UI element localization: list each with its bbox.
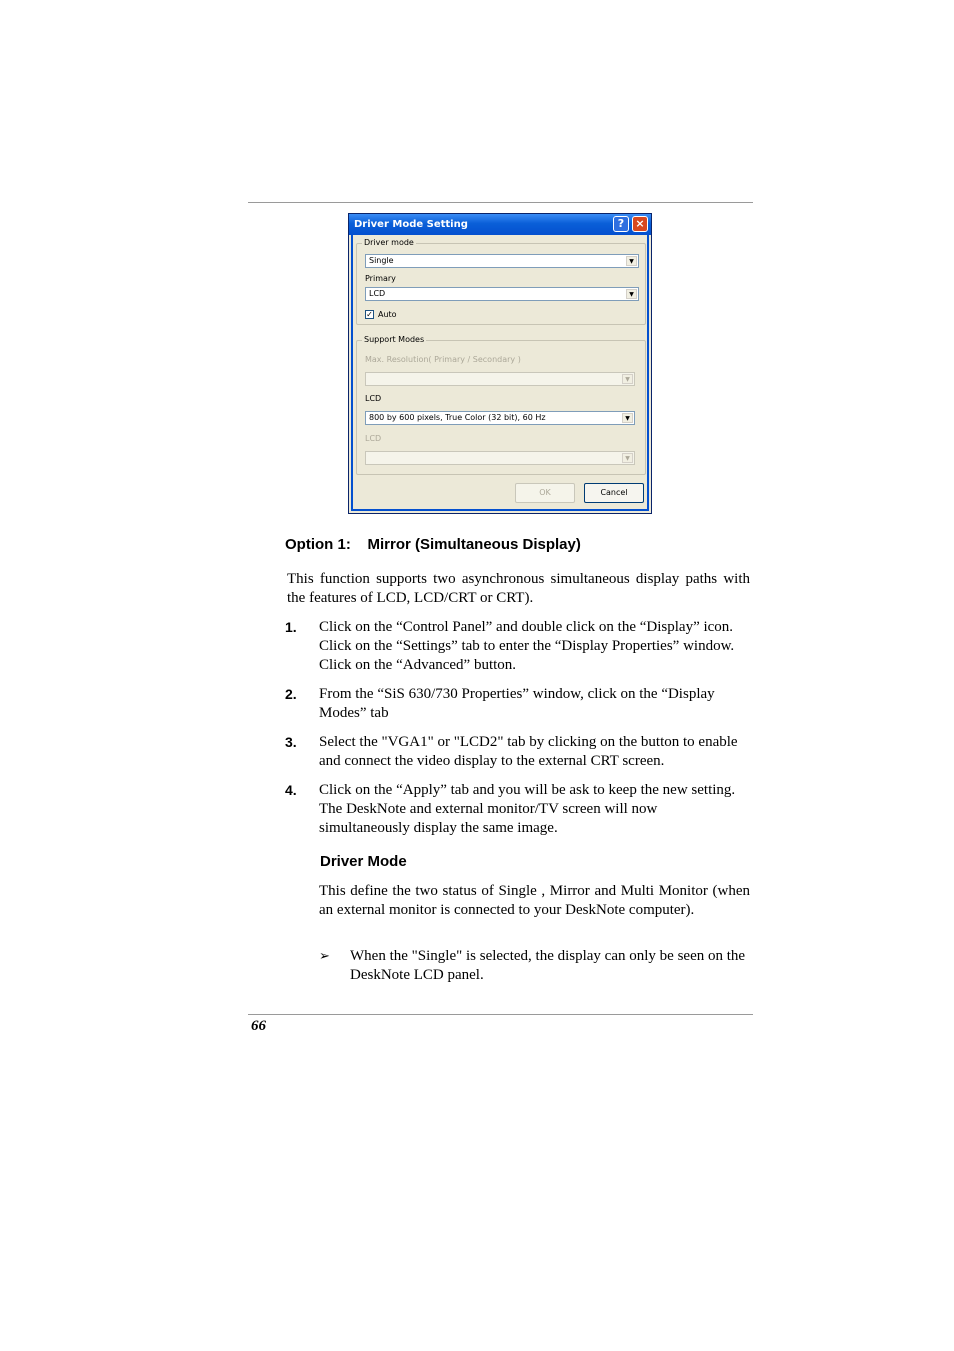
ok-button[interactable]: OK	[515, 483, 575, 503]
chevron-down-icon: ▼	[622, 374, 633, 384]
step-text: From the “SiS 630/730 Properties” window, click on the “Display Modes” tab	[319, 686, 715, 721]
auto-checkbox[interactable]: ✓	[366, 310, 373, 319]
primary-label: Primary	[365, 274, 396, 283]
driver-mode-select[interactable]	[365, 254, 639, 268]
step-text: Click on the “Control Panel” and double click on the “Display” icon. Click on the “Settings” tab to enter the “Display Properties” window. Click on the “Advanced” button.	[319, 619, 735, 673]
primary-value: LCD	[369, 289, 386, 298]
lcd2-resolution-select	[365, 451, 635, 465]
step-number: 2.	[285, 686, 297, 702]
page-number: 66	[251, 1018, 266, 1034]
dialog-titlebar	[349, 214, 651, 235]
arrow-bullet-icon: ➢	[319, 948, 330, 963]
step-number: 3.	[285, 734, 297, 750]
footer-rule	[248, 1014, 753, 1015]
chevron-down-icon: ▼	[622, 453, 633, 463]
lcd-resolution-select[interactable]	[365, 411, 635, 425]
driver-mode-heading: Driver Mode	[320, 853, 407, 870]
driver-mode-value: Single	[369, 256, 394, 265]
driver-mode-legend: Driver mode	[364, 238, 414, 247]
header-rule	[248, 202, 753, 203]
chevron-down-icon[interactable]: ▼	[622, 413, 633, 423]
intro-paragraph: This function supports two asynchronous simultaneous display paths with the features of LCD, LCD/CRT or CRT).	[287, 571, 750, 606]
dialog-title: Driver Mode Setting	[354, 219, 468, 230]
support-modes-group	[356, 335, 646, 475]
lcd-label: LCD	[365, 394, 382, 403]
chevron-down-icon[interactable]: ▼	[626, 256, 637, 266]
max-resolution-label: Max. Resolution( Primary / Secondary )	[365, 355, 521, 364]
lcd2-label: LCD	[365, 434, 382, 443]
step-text: Select the "VGA1" or "LCD2" tab by clicking on the button to enable and connect the video display to the external CRT screen.	[319, 734, 738, 769]
step-text: Click on the “Apply” tab and you will be ask to keep the new setting. The DeskNote and external monitor/TV screen will now simultaneously display the same image.	[319, 782, 736, 836]
lcd-resolution-value: 800 by 600 pixels, True Color (32 bit), 60 Hz	[369, 413, 546, 422]
driver-mode-group	[356, 238, 646, 325]
auto-label: Auto	[378, 310, 397, 319]
chevron-down-icon[interactable]: ▼	[626, 289, 637, 299]
support-modes-legend: Support Modes	[364, 335, 425, 344]
step-number: 1.	[285, 619, 297, 635]
driver-mode-paragraph: This define the two status of Single , Mirror and Multi Monitor (when an external monitor is connected to your DeskNote computer).	[319, 883, 750, 918]
cancel-button[interactable]: Cancel	[584, 483, 644, 503]
option-heading: Option 1: Mirror (Simultaneous Display)	[285, 536, 581, 553]
primary-select[interactable]	[365, 287, 639, 301]
help-icon[interactable]: ?	[613, 216, 629, 232]
bullet-text: When the "Single" is selected, the display can only be seen on the DeskNote LCD panel.	[350, 948, 746, 983]
driver-mode-dialog	[348, 213, 652, 514]
step-number: 4.	[285, 782, 297, 798]
close-icon[interactable]: ×	[632, 216, 648, 232]
max-resolution-select	[365, 372, 635, 386]
